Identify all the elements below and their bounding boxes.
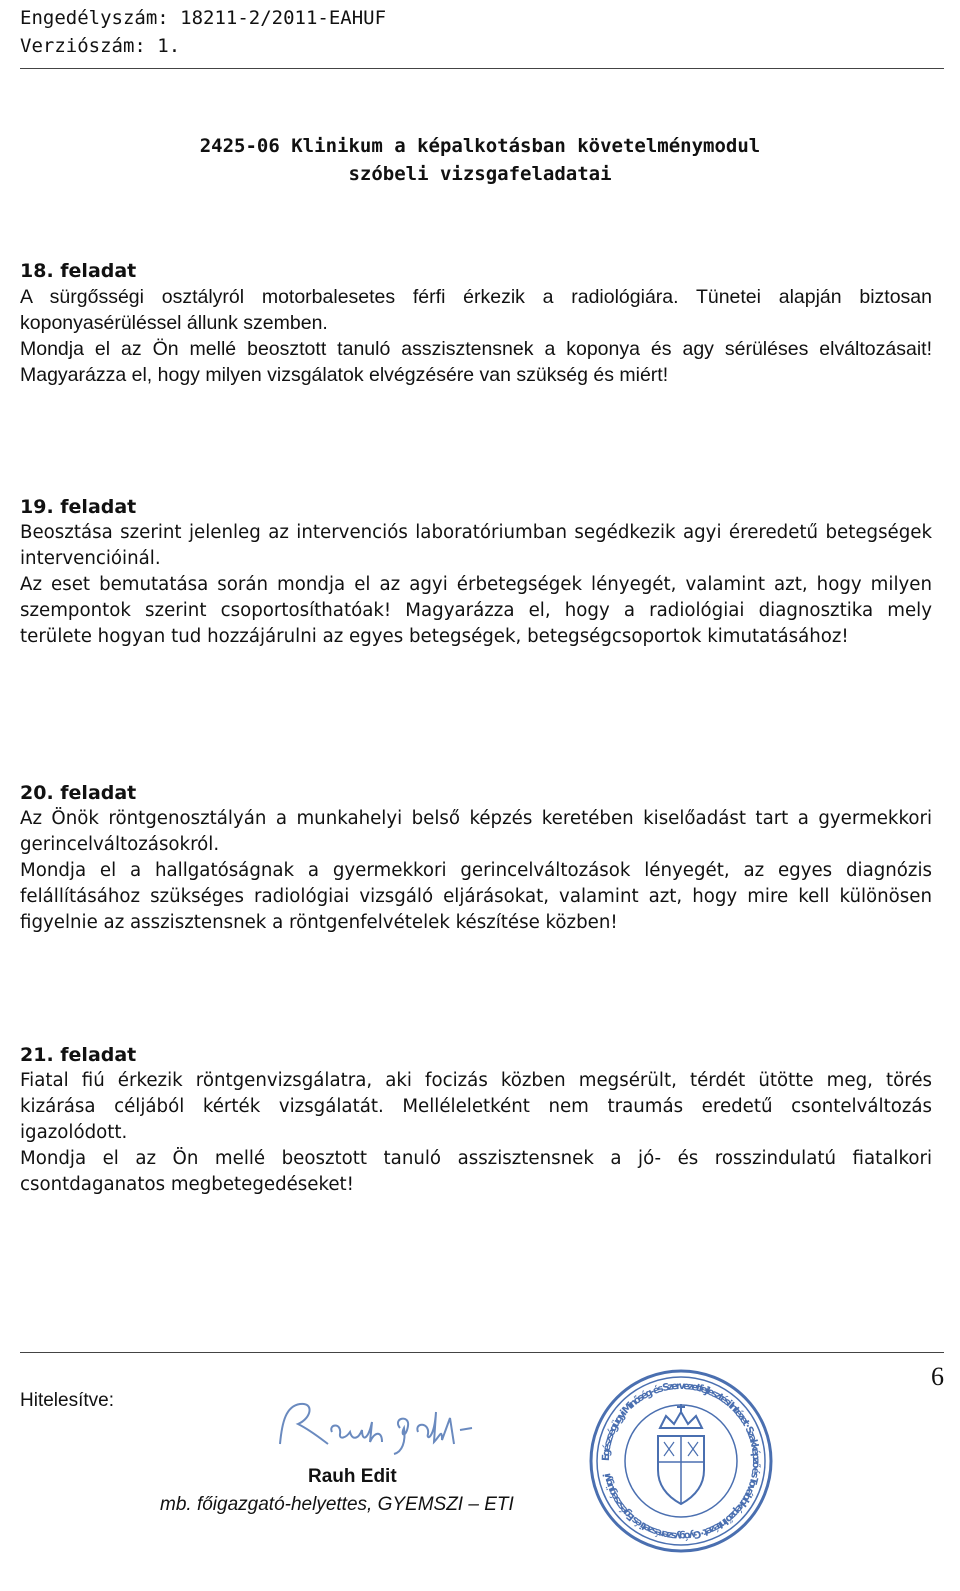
task-paragraph: Beosztása szerint jelenleg az intervenciós laboratóriumban segédkezik agyi éreredetű betegségek intervencióinál.: [20, 522, 932, 569]
task-heading: 18. feladat: [20, 260, 137, 282]
task-paragraph: Mondja el az Ön mellé beosztott tanuló asszisztensnek a jó- és rosszindulatú fiatalkori csontdaganatos megbetegedéseket!: [20, 1148, 932, 1195]
task-paragraph: Az eset bemutatása során mondja el az agyi érbetegségek lényegét, valamint azt, hogy milyen szempontok szerint csoportosíthatóak! Magyarázza el, hogy a radiológiai diagnosztika mely területe hogyan tud hozzájárulni az egyes betegségek, betegségcsoportok kimutatásához!: [20, 574, 932, 647]
task-paragraph: Fiatal fiú érkezik röntgenvizsgálatra, aki focizás közben megsérült, térdét ütötte meg, törés kizárása céljából kérték vizsgálatát. Melléleletként nem traumás eredetű csontelváltozás igazolódott.: [20, 1070, 932, 1143]
official-seal: [586, 1366, 776, 1556]
page-number: 6: [931, 1362, 944, 1391]
version-number: Verziószám: 1.: [20, 35, 181, 57]
task-paragraph: Az Önök röntgenosztályán a munkahelyi belső képzés keretében kiselőadást tart a gyermekkori gerincelváltozásokról.: [20, 808, 932, 855]
title-line-2: szóbeli vizsgafeladatai: [348, 163, 612, 185]
document-header: [20, 4, 386, 60]
title-line-1: 2425-06 Klinikum a képalkotásban követelménymodul: [199, 135, 761, 157]
task-18: [20, 258, 932, 388]
document-title: [0, 132, 960, 188]
license-number: Engedélyszám: 18211-2/2011-EAHUF: [20, 7, 387, 29]
task-19: [20, 494, 932, 650]
task-21: [20, 1042, 932, 1198]
signer-name: Rauh Edit: [308, 1466, 397, 1487]
task-heading: 21. feladat: [20, 1044, 137, 1066]
task-paragraph: Mondja el az Ön mellé beosztott tanuló asszisztensnek a koponya és agy sérüléses elváltozásait! Magyarázza el, hogy milyen vizsgálatok elvégzésére van szükség és miért!: [20, 338, 932, 386]
task-heading: 19. feladat: [20, 496, 137, 518]
signer-role: mb. főigazgató-helyettes, GYEMSZI – ETI: [160, 1494, 514, 1515]
task-heading: 20. feladat: [20, 782, 137, 804]
svg-text:Egészségügyi Minőség- és Szerv: Egészségügyi Minőség- és Szervezetfejlesztési Intézet · Szakképző és Továbbképző Intézet · Gyógyszerészeti és Egészségügyi: [600, 1380, 762, 1542]
footer-divider: [20, 1352, 944, 1353]
task-20: [20, 780, 932, 936]
handwritten-signature: [270, 1392, 490, 1462]
header-divider: [20, 68, 944, 69]
task-paragraph: A sürgősségi osztályról motorbalesetes férfi érkezik a radiológiára. Tünetei alapján biztosan koponyasérüléssel állunk szemben.: [20, 286, 932, 334]
certified-label: Hitelesítve:: [20, 1390, 114, 1411]
task-paragraph: Mondja el a hallgatóságnak a gyermekkori gerincelváltozások lényegét, az egyes diagnózis felállításához szükséges radiológiai vizsgáló eljárásokat, valamint azt, hogy mire kell különösen figyelnie az asszisztensnek a röntgenfelvételek készítése közben!: [20, 860, 932, 933]
